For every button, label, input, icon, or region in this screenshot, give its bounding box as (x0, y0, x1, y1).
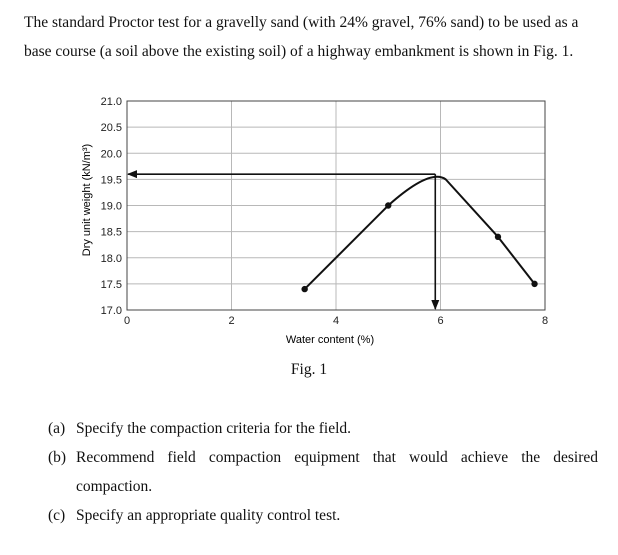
question-a (48, 414, 598, 443)
x-tick-label: 2 (228, 315, 235, 327)
question-marker: (b) (48, 449, 67, 466)
question-text: Specify the compaction criteria for the field. (76, 420, 352, 437)
question-b (48, 443, 598, 472)
question-c (48, 501, 598, 530)
question-b-continuation: compaction. (76, 478, 153, 495)
y-tick-label: 18.5 (100, 226, 122, 239)
data-point (495, 234, 501, 240)
y-tick-label: 21.0 (100, 96, 122, 108)
question-marker: (c) (48, 507, 66, 524)
figure-caption: Fig. 1 (290, 361, 328, 378)
question-text: Specify an appropriate quality control test. (76, 507, 341, 524)
question-list (48, 414, 598, 530)
y-tick-label: 17.5 (100, 278, 122, 291)
data-point (531, 281, 537, 287)
chart-grid (127, 101, 545, 310)
y-tick-label: 20.0 (100, 148, 122, 161)
chart-ticks (101, 96, 548, 327)
x-axis-label: Water content (%) (285, 334, 375, 346)
y-axis-label: Dry unit weight (kN/m³) (81, 143, 93, 257)
y-tick-label: 18.0 (100, 252, 122, 265)
chart-annotations (128, 174, 435, 309)
y-tick-label: 20.5 (100, 122, 122, 135)
y-tick-label: 19.0 (100, 200, 122, 213)
intro-paragraph: The standard Proctor test for a gravelly sand (with 24% gravel, 76% sand) to be used as a base course (a soil above the existing soil) of a highway embankment is shown in Fig. 1. (24, 14, 579, 60)
x-tick-label: 4 (332, 315, 340, 327)
data-point (301, 286, 307, 292)
chart-series (301, 177, 537, 293)
question-text: Recommend field compaction equipment that would achieve the desired (76, 449, 598, 466)
compaction-curve (305, 177, 535, 289)
x-tick-label: 8 (541, 315, 549, 327)
x-tick-label: 0 (123, 315, 131, 327)
question-marker: (a) (48, 420, 66, 437)
data-point (385, 202, 391, 208)
x-tick-label: 6 (437, 315, 444, 327)
y-tick-label: 17.0 (100, 305, 122, 317)
y-tick-label: 19.5 (100, 174, 122, 187)
